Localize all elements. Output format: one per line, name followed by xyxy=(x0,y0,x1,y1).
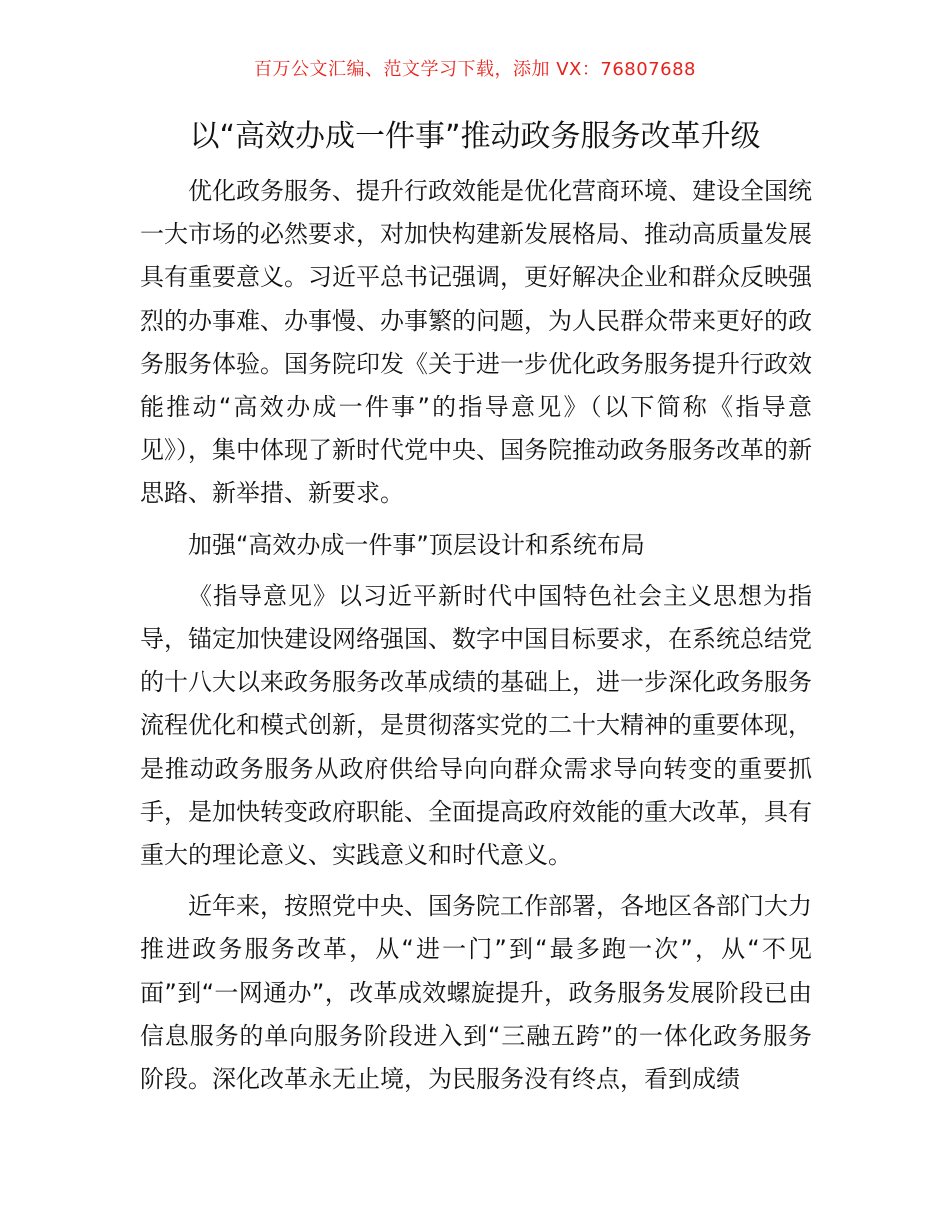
document-body xyxy=(140,170,812,1101)
paragraph-recent-years: 近年来，按照党中央、国务院工作部署，各地区各部门大力推进政务服务改革，从“进一门”到“最多跑一次”，从“不见面”到“一网通办”，改革成效螺旋提升，政务服务发展阶段已由信息服务的单向服务阶段进入到“三融五跨”的一体化政务服务阶段。深化改革永无止境，为民服务没有终点，看到成绩 xyxy=(140,892,812,1094)
section-heading: 加强“高效办成一件事”顶层设计和系统布局 xyxy=(188,530,645,559)
paragraph-intro: 优化政务服务、提升行政效能是优化营商环境、建设全国统一大市场的必然要求，对加快构建新发展格局、推动高质量发展具有重要意义。习近平总书记强调，更好解决企业和群众反映强烈的办事难、办事慢、办事繁的问题，为人民群众带来更好的政务服务体验。国务院印发《关于进一步优化政务服务提升行政效能推动“高效办成一件事”的指导意见》（以下简称《指导意见》），集中体现了新时代党中央、国务院推动政务服务改革的新思路、新举措、新要求。 xyxy=(140,177,812,508)
watermark-banner: 百万公文汇编、范文学习下载，添加 VX：76807688 xyxy=(254,59,696,80)
paragraph-guidance: 《指导意见》以习近平新时代中国特色社会主义思想为指导，锚定加快建设网络强国、数字中国目标要求，在系统总结党的十八大以来政务服务改革成绩的基础上，进一步深化政务服务流程优化和模式创新，是贯彻落实党的二十大精神的重要体现，是推动政务服务从政府供给导向向群众需求导向转变的重要抓手，是加快转变政府职能、全面提高政府效能的重大改革，具有重大的理论意义、实践意义和时代意义。 xyxy=(140,581,812,870)
document-title: 以“高效办成一件事”推动政务服务改革升级 xyxy=(189,119,761,154)
